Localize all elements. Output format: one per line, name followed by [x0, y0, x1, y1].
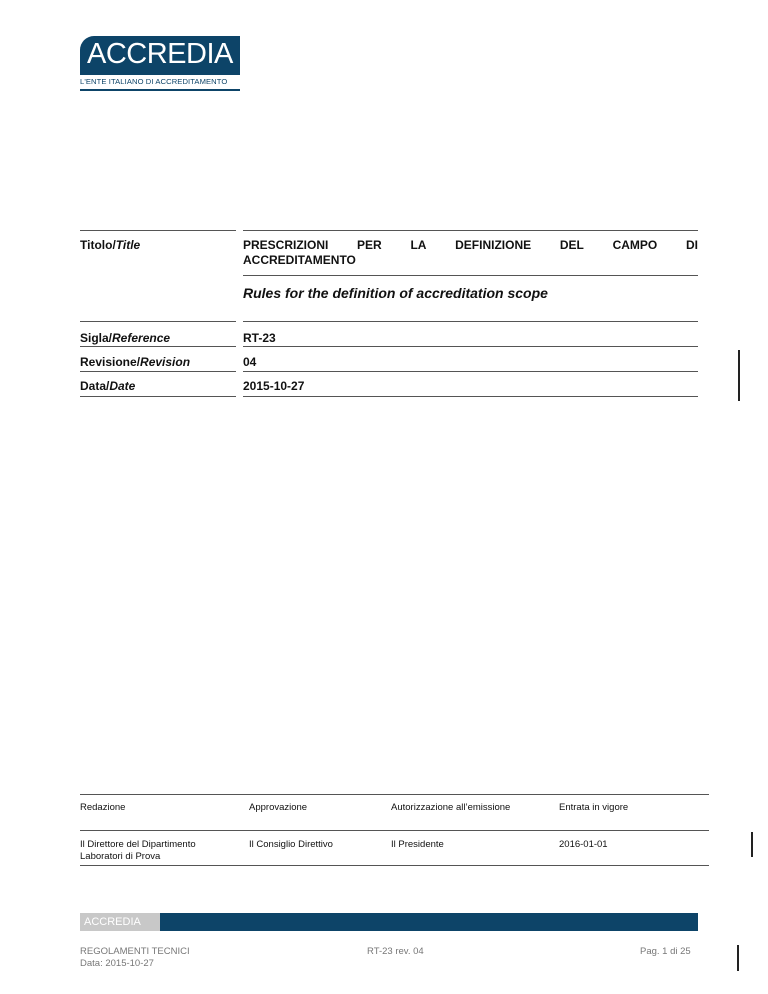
change-bar: [737, 945, 739, 971]
revision-label: Revisione/Revision: [80, 355, 191, 369]
title-word: PRESCRIZIONI: [243, 238, 329, 252]
value-redazione: [80, 839, 196, 863]
divider: [243, 230, 698, 231]
divider: [243, 371, 698, 372]
divider: [80, 346, 236, 347]
divider: [80, 830, 709, 831]
change-bar: [751, 832, 753, 857]
value-autorizzazione: Il Presidente: [391, 839, 444, 850]
divider: [243, 321, 698, 322]
title-word: CAMPO: [612, 238, 658, 252]
footer-section: REGOLAMENTI TECNICI: [80, 946, 190, 957]
divider: [243, 275, 698, 276]
header-redazione: Redazione: [80, 802, 126, 813]
footer-brand: ACCREDIA: [84, 916, 141, 928]
header-autorizzazione: Autorizzazione all’emissione: [391, 802, 511, 813]
date-value: 2015-10-27: [243, 379, 305, 393]
divider: [80, 396, 236, 397]
title-word: LA: [410, 238, 427, 252]
value-redazione-line-1: Il Direttore del Dipartimento: [80, 839, 196, 850]
divider: [243, 346, 698, 347]
header-approvazione: Approvazione: [249, 802, 308, 813]
change-bar: [738, 350, 740, 401]
accredia-logo: [80, 36, 240, 92]
logo-banner: [80, 36, 240, 75]
page-number: Pag. 1 di 25: [640, 946, 691, 957]
document-subtitle: Rules for the definition of accreditation scope: [243, 285, 548, 301]
date-label: Data/Date: [80, 379, 136, 393]
divider: [243, 396, 698, 397]
revision-value: 04: [243, 355, 257, 369]
header-entrata-in-vigore: Entrata in vigore: [559, 802, 629, 813]
document-title: [243, 238, 698, 268]
divider: [80, 794, 709, 795]
logo-underline: [80, 89, 240, 91]
divider: [80, 230, 236, 231]
title-word: PER: [357, 238, 382, 252]
divider: [80, 865, 709, 866]
value-redazione-line-2: Laboratori di Prova: [80, 851, 161, 862]
title-line-1: [243, 238, 698, 253]
logo-tagline: L'ENTE ITALIANO DI ACCREDITAMENTO: [80, 77, 228, 86]
footer-bar: [80, 913, 698, 931]
value-approvazione: Il Consiglio Direttivo: [249, 839, 333, 850]
title-line-2: ACCREDITAMENTO: [243, 253, 356, 267]
title-word: DI: [685, 238, 698, 252]
reference-label: Sigla/Reference: [80, 331, 171, 345]
title-label: Titolo/Title: [80, 238, 141, 252]
reference-value: RT-23: [243, 331, 276, 345]
logo-wordmark: ACCREDIA: [87, 38, 233, 70]
footer-left: [80, 946, 190, 970]
footer-reference: RT-23 rev. 04: [367, 946, 424, 957]
divider: [80, 321, 236, 322]
footer-date: Data: 2015-10-27: [80, 958, 154, 969]
divider: [80, 371, 236, 372]
title-word: DEL: [559, 238, 584, 252]
value-entrata-in-vigore: 2016-01-01: [559, 839, 608, 850]
title-word: DEFINIZIONE: [455, 238, 532, 252]
